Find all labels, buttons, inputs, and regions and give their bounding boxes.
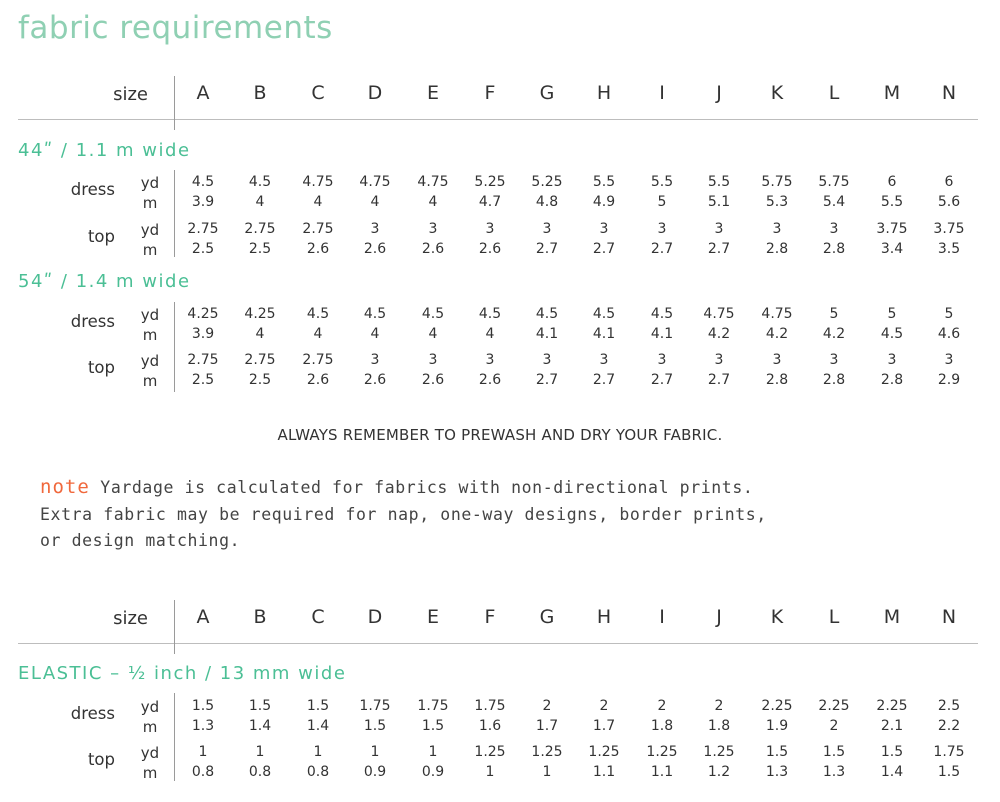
value-cell-yd: 2.5	[937, 698, 961, 714]
value-cell-yd: 3	[714, 221, 724, 237]
value-cell-yd: 1.25	[646, 744, 678, 760]
value-cell-yd: 1.75	[417, 698, 449, 714]
value-cell-yd: 1.5	[306, 698, 330, 714]
value-cell-m: 4.1	[592, 326, 616, 342]
value-cell-m: 2.7	[650, 372, 674, 388]
value-cell-m: 4.2	[707, 326, 731, 342]
size-header-label: size	[113, 84, 148, 105]
size-column-d: D	[367, 606, 383, 628]
value-cell-m: 3.4	[880, 241, 904, 257]
value-cell-yd: 3	[772, 352, 782, 368]
value-cell-m: 4.9	[592, 194, 616, 210]
value-cell-yd: 4.5	[363, 306, 387, 322]
value-cell-yd: 3	[887, 352, 897, 368]
value-cell-m: 4.1	[535, 326, 559, 342]
section-label: 44ʺ / 1.1 m wide	[18, 140, 191, 161]
value-cell-m: 1.7	[535, 718, 559, 734]
value-cell-m: 4	[255, 326, 265, 342]
section-label: 54ʺ / 1.4 m wide	[18, 271, 191, 292]
value-cell-yd: 3	[829, 352, 839, 368]
value-cell-yd: 6	[944, 174, 954, 190]
note-label: note	[40, 476, 90, 498]
value-cell-yd: 1.5	[191, 698, 215, 714]
size-column-i: I	[659, 82, 665, 104]
value-cell-m: 0.8	[306, 764, 330, 780]
value-cell-m: 2	[829, 718, 839, 734]
value-cell-m: 2.7	[535, 372, 559, 388]
value-cell-m: 4.1	[650, 326, 674, 342]
value-cell-yd: 2	[542, 698, 552, 714]
size-column-l: L	[828, 606, 840, 628]
size-column-e: E	[426, 606, 439, 628]
value-cell-yd: 2.25	[818, 698, 850, 714]
value-cell-yd: 5.5	[650, 174, 674, 190]
value-cell-yd: 4.5	[535, 306, 559, 322]
value-cell-m: 2.5	[248, 372, 272, 388]
unit-label-yd: yd	[140, 352, 160, 370]
value-cell-m: 4.8	[535, 194, 559, 210]
value-cell-m: 2.8	[880, 372, 904, 388]
value-cell-yd: 1.5	[765, 744, 789, 760]
size-header-row	[0, 596, 1000, 646]
value-cell-m: 2.9	[937, 372, 961, 388]
garment-label-top: top	[87, 750, 115, 769]
size-column-g: G	[539, 82, 555, 104]
value-cell-m: 5.5	[880, 194, 904, 210]
value-cell-yd: 4.75	[703, 306, 735, 322]
value-cell-yd: 1.25	[588, 744, 620, 760]
column-divider	[174, 693, 175, 781]
size-column-f: F	[484, 82, 496, 104]
value-cell-m: 4	[370, 194, 380, 210]
value-cell-yd: 3	[485, 221, 495, 237]
size-column-a: A	[196, 606, 210, 628]
unit-label-m: m	[142, 764, 158, 782]
value-cell-m: 4	[255, 194, 265, 210]
value-cell-m: 1.4	[880, 764, 904, 780]
value-cell-m: 1.5	[421, 718, 445, 734]
value-cell-yd: 2.25	[876, 698, 908, 714]
unit-label-yd: yd	[140, 698, 160, 716]
size-column-h: H	[596, 606, 612, 628]
value-cell-yd: 2	[714, 698, 724, 714]
value-cell-yd: 1.5	[248, 698, 272, 714]
size-column-a: A	[196, 82, 210, 104]
value-cell-m: 1.7	[592, 718, 616, 734]
value-cell-yd: 1.25	[531, 744, 563, 760]
value-cell-yd: 2.25	[761, 698, 793, 714]
value-cell-m: 2.6	[478, 372, 502, 388]
value-cell-m: 2.8	[822, 241, 846, 257]
value-cell-yd: 4.5	[421, 306, 445, 322]
value-cell-m: 0.9	[363, 764, 387, 780]
size-column-k: K	[770, 82, 784, 104]
value-cell-m: 5.4	[822, 194, 846, 210]
size-column-i: I	[659, 606, 665, 628]
value-cell-yd: 4.5	[248, 174, 272, 190]
value-cell-yd: 1	[198, 744, 208, 760]
size-column-l: L	[828, 82, 840, 104]
value-cell-m: 4.2	[765, 326, 789, 342]
value-cell-yd: 3.75	[933, 221, 965, 237]
value-cell-yd: 1.75	[474, 698, 506, 714]
value-cell-yd: 5	[829, 306, 839, 322]
value-cell-yd: 4.25	[244, 306, 276, 322]
value-cell-yd: 4.75	[302, 174, 334, 190]
size-column-n: N	[941, 606, 957, 628]
value-cell-yd: 4.75	[359, 174, 391, 190]
unit-label-m: m	[142, 241, 158, 259]
value-cell-m: 4	[428, 326, 438, 342]
value-cell-m: 4	[313, 326, 323, 342]
value-cell-yd: 2.75	[302, 352, 334, 368]
value-cell-m: 1	[542, 764, 552, 780]
unit-label-m: m	[142, 326, 158, 344]
value-cell-yd: 2.75	[302, 221, 334, 237]
value-cell-yd: 5.75	[761, 174, 793, 190]
value-cell-m: 1	[485, 764, 495, 780]
value-cell-yd: 4.75	[417, 174, 449, 190]
garment-label-top: top	[87, 358, 115, 377]
value-cell-yd: 1.75	[359, 698, 391, 714]
unit-label-yd: yd	[140, 221, 160, 239]
value-cell-m: 0.8	[248, 764, 272, 780]
value-cell-yd: 5.25	[531, 174, 563, 190]
value-cell-m: 2.8	[765, 241, 789, 257]
garment-label-dress: dress	[70, 704, 115, 723]
value-cell-m: 1.2	[707, 764, 731, 780]
value-cell-yd: 1.5	[880, 744, 904, 760]
value-cell-m: 1.4	[306, 718, 330, 734]
value-cell-m: 4	[313, 194, 323, 210]
value-cell-yd: 3	[714, 352, 724, 368]
value-cell-m: 2.7	[707, 372, 731, 388]
value-cell-yd: 3	[829, 221, 839, 237]
value-cell-yd: 3	[599, 352, 609, 368]
value-cell-yd: 3	[428, 221, 438, 237]
value-cell-m: 2.7	[650, 241, 674, 257]
value-cell-m: 2.7	[592, 372, 616, 388]
value-cell-yd: 3	[657, 352, 667, 368]
value-cell-m: 1.3	[822, 764, 846, 780]
page-title: fabric requirements	[18, 10, 333, 46]
value-cell-yd: 2.75	[244, 352, 276, 368]
value-cell-yd: 5	[944, 306, 954, 322]
value-cell-m: 2.5	[248, 241, 272, 257]
size-column-d: D	[367, 82, 383, 104]
value-cell-m: 1.4	[248, 718, 272, 734]
value-cell-m: 1.6	[478, 718, 502, 734]
value-cell-yd: 3	[944, 352, 954, 368]
value-cell-yd: 4.5	[650, 306, 674, 322]
size-column-c: C	[311, 606, 325, 628]
value-cell-m: 3.9	[191, 194, 215, 210]
size-column-b: B	[253, 606, 267, 628]
value-cell-m: 4	[428, 194, 438, 210]
value-cell-yd: 2	[599, 698, 609, 714]
value-cell-m: 1.5	[937, 764, 961, 780]
value-cell-m: 2.6	[306, 241, 330, 257]
size-column-j: J	[716, 82, 722, 104]
value-cell-m: 1.8	[707, 718, 731, 734]
garment-label-dress: dress	[70, 312, 115, 331]
value-cell-yd: 1	[313, 744, 323, 760]
header-divider	[18, 643, 978, 644]
value-cell-yd: 3	[485, 352, 495, 368]
value-cell-m: 4	[370, 326, 380, 342]
unit-label-m: m	[142, 194, 158, 212]
value-cell-m: 4	[485, 326, 495, 342]
note-line-1: Yardage is calculated for fabrics with non-directional prints.	[89, 478, 754, 497]
value-cell-yd: 5	[887, 306, 897, 322]
value-cell-yd: 3	[370, 221, 380, 237]
column-divider	[174, 600, 175, 654]
value-cell-yd: 5.75	[818, 174, 850, 190]
value-cell-yd: 3	[542, 352, 552, 368]
size-header-label: size	[113, 608, 148, 629]
value-cell-m: 2.6	[363, 372, 387, 388]
value-cell-yd: 4.75	[761, 306, 793, 322]
value-cell-m: 5.1	[707, 194, 731, 210]
value-cell-m: 2.5	[191, 241, 215, 257]
size-column-m: M	[883, 606, 901, 628]
column-divider	[174, 76, 175, 130]
value-cell-m: 1.5	[363, 718, 387, 734]
value-cell-yd: 2.75	[244, 221, 276, 237]
size-column-c: C	[311, 82, 325, 104]
unit-label-m: m	[142, 372, 158, 390]
size-header-row	[0, 72, 1000, 122]
note-line-2: Extra fabric may be required for nap, one-way designs, border prints,	[40, 504, 767, 524]
value-cell-m: 2.2	[937, 718, 961, 734]
value-cell-m: 2.1	[880, 718, 904, 734]
size-column-b: B	[253, 82, 267, 104]
value-cell-m: 0.8	[191, 764, 215, 780]
column-divider	[174, 302, 175, 392]
value-cell-m: 1.1	[650, 764, 674, 780]
note-line-3: or design matching.	[40, 531, 241, 550]
size-column-n: N	[941, 82, 957, 104]
value-cell-yd: 4.5	[191, 174, 215, 190]
value-cell-yd: 5.5	[707, 174, 731, 190]
value-cell-m: 1.3	[191, 718, 215, 734]
value-cell-m: 4.2	[822, 326, 846, 342]
value-cell-m: 5.3	[765, 194, 789, 210]
value-cell-m: 2.5	[191, 372, 215, 388]
value-cell-yd: 4.5	[478, 306, 502, 322]
value-cell-m: 1.1	[592, 764, 616, 780]
value-cell-m: 2.6	[363, 241, 387, 257]
value-cell-yd: 3	[370, 352, 380, 368]
value-cell-yd: 3.75	[876, 221, 908, 237]
value-cell-m: 2.6	[306, 372, 330, 388]
header-divider	[18, 119, 978, 120]
value-cell-m: 2.7	[592, 241, 616, 257]
value-cell-yd: 6	[887, 174, 897, 190]
size-column-k: K	[770, 606, 784, 628]
value-cell-yd: 3	[772, 221, 782, 237]
value-cell-yd: 1.25	[474, 744, 506, 760]
size-column-f: F	[484, 606, 496, 628]
size-column-e: E	[426, 82, 439, 104]
value-cell-m: 4.5	[880, 326, 904, 342]
value-cell-m: 4.7	[478, 194, 502, 210]
value-cell-m: 3.9	[191, 326, 215, 342]
garment-label-dress: dress	[70, 180, 115, 199]
value-cell-yd: 1.25	[703, 744, 735, 760]
unit-label-m: m	[142, 718, 158, 736]
unit-label-yd: yd	[140, 306, 160, 324]
size-column-m: M	[883, 82, 901, 104]
size-column-g: G	[539, 606, 555, 628]
value-cell-yd: 2.75	[187, 221, 219, 237]
value-cell-m: 2.7	[535, 241, 559, 257]
value-cell-yd: 3	[542, 221, 552, 237]
value-cell-m: 0.9	[421, 764, 445, 780]
unit-label-yd: yd	[140, 744, 160, 762]
value-cell-m: 2.6	[421, 372, 445, 388]
value-cell-m: 1.3	[765, 764, 789, 780]
size-column-h: H	[596, 82, 612, 104]
value-cell-yd: 4.5	[592, 306, 616, 322]
value-cell-m: 1.8	[650, 718, 674, 734]
value-cell-m: 4.6	[937, 326, 961, 342]
value-cell-yd: 4.5	[306, 306, 330, 322]
unit-label-yd: yd	[140, 174, 160, 192]
garment-label-top: top	[87, 227, 115, 246]
value-cell-m: 5.6	[937, 194, 961, 210]
value-cell-yd: 5.25	[474, 174, 506, 190]
value-cell-yd: 1.5	[822, 744, 846, 760]
prewash-notice: ALWAYS REMEMBER TO PREWASH AND DRY YOUR FABRIC.	[277, 426, 723, 444]
value-cell-m: 2.8	[822, 372, 846, 388]
value-cell-m: 2.6	[421, 241, 445, 257]
value-cell-yd: 1	[428, 744, 438, 760]
value-cell-yd: 2	[657, 698, 667, 714]
value-cell-m: 5	[657, 194, 667, 210]
value-cell-m: 3.5	[937, 241, 961, 257]
value-cell-m: 2.6	[478, 241, 502, 257]
size-column-j: J	[716, 606, 722, 628]
value-cell-yd: 1	[255, 744, 265, 760]
value-cell-yd: 2.75	[187, 352, 219, 368]
value-cell-yd: 4.25	[187, 306, 219, 322]
column-divider	[174, 170, 175, 257]
note-block	[40, 474, 980, 555]
value-cell-m: 1.9	[765, 718, 789, 734]
value-cell-m: 2.7	[707, 241, 731, 257]
value-cell-yd: 1.75	[933, 744, 965, 760]
section-label: ELASTIC – ½ inch / 13 mm wide	[18, 663, 347, 684]
value-cell-yd: 5.5	[592, 174, 616, 190]
value-cell-m: 2.8	[765, 372, 789, 388]
value-cell-yd: 3	[657, 221, 667, 237]
value-cell-yd: 1	[370, 744, 380, 760]
value-cell-yd: 3	[428, 352, 438, 368]
value-cell-yd: 3	[599, 221, 609, 237]
